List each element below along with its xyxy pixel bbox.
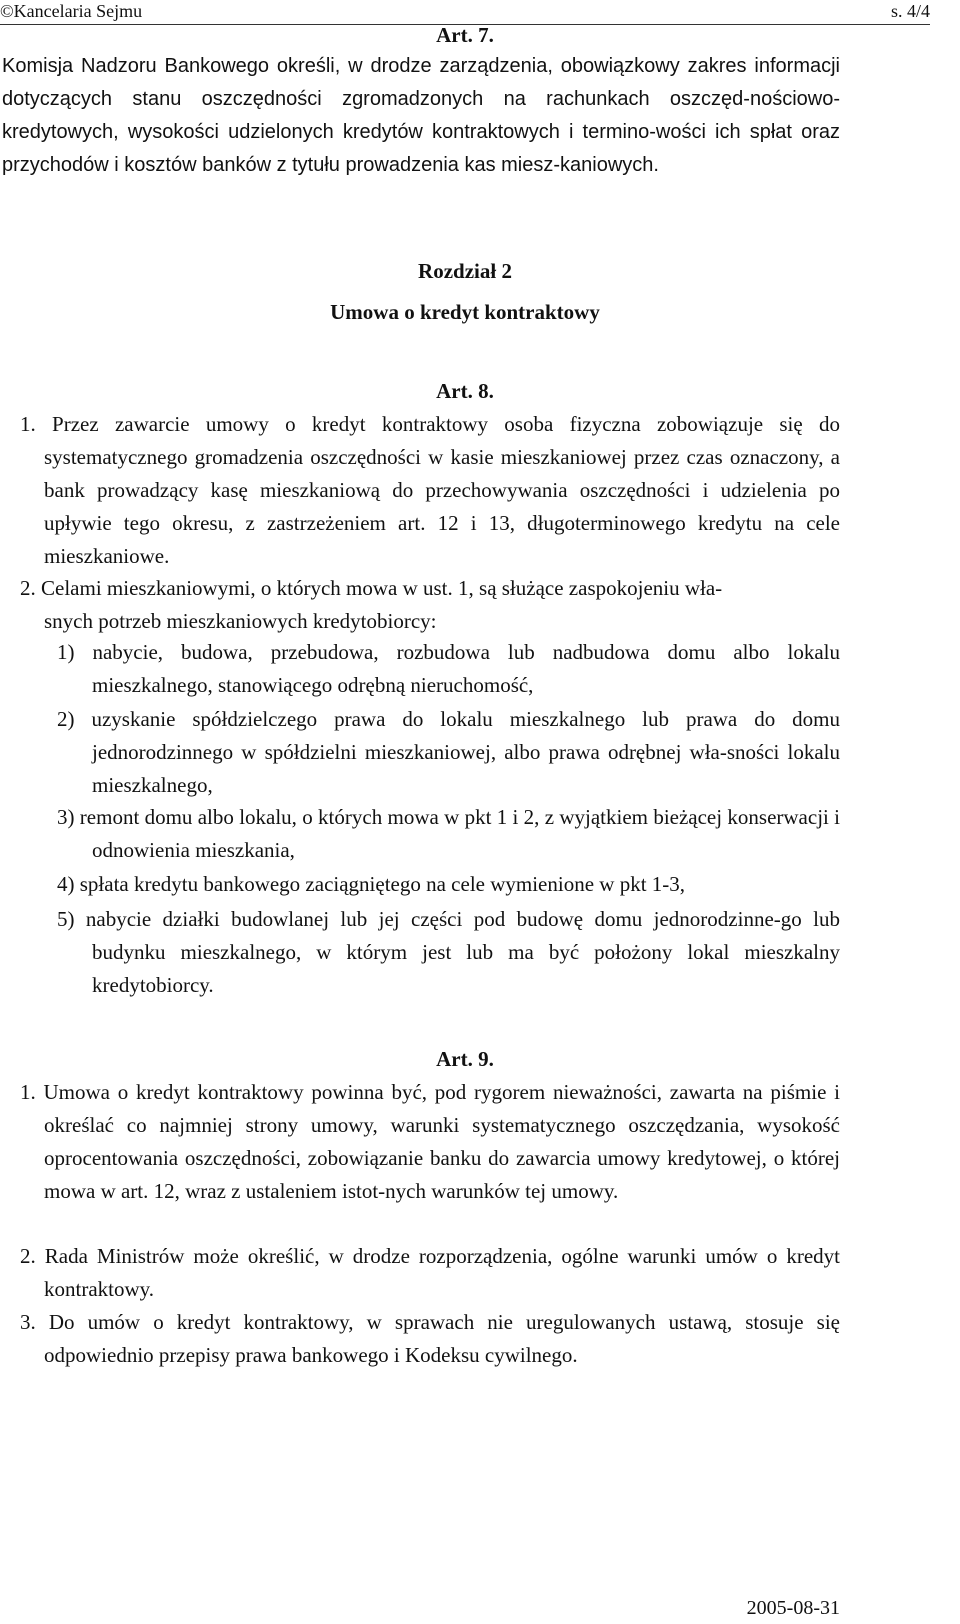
art-8-paragraph-2 (20, 572, 840, 638)
chapter-title: Umowa o kredyt kontraktowy (330, 300, 600, 324)
art-8-paragraph-1: 1. Przez zawarcie umowy o kredyt kontraktowy osoba fizyczna zobowiązuje się do systematycznego gromadzenia oszczędności w kasie mieszkaniowej przez czas oznaczony, a bank prowadzący kasę mieszkaniową do przechowywania oszczędności i udzielenia po upływie tego okresu, z zastrzeżeniem art. 12 i 13, długoterminowego kredytu na cele mieszkaniowe. (20, 412, 840, 568)
art-7-heading: Art. 7. (436, 23, 494, 47)
art-8-list-item-1: 1) nabycie, budowa, przebudowa, rozbudowa lub nadbudowa domu albo lokalu mieszkalnego, stanowiącego odrębną nieruchomość, (57, 640, 840, 697)
art-8-list-item-5: 5) nabycie działki budowlanej lub jej części pod budowę domu jednorodzinne-go lub budynku mieszkalnego, w którym jest lub ma być położony lokal mieszkalny kredytobiorcy. (57, 907, 840, 997)
art-8-list-item-4: 4) spłata kredytu bankowego zaciągniętego na cele wymienione w pkt 1-3, (57, 872, 686, 896)
art-8-list-item-3: 3) remont domu albo lokalu, o których mowa w pkt 1 i 2, z wyjątkiem bieżącej konserwacji i odnowienia mieszkania, (57, 805, 840, 862)
art-9-paragraph-2: 2. Rada Ministrów może określić, w drodze rozporządzenia, ogólne warunki umów o kredyt kontraktowy. (20, 1244, 840, 1301)
art-9-heading: Art. 9. (436, 1047, 494, 1071)
header-page-number: s. 4/4 (890, 1, 930, 21)
art-7-text: Komisja Nadzoru Bankowego określi, w drodze zarządzenia, obowiązkowy zakres informacji dotyczących stanu oszczędności zgromadzonych na rachunkach oszczęd-nościowo-kredytowych, wysokości udzielonych kredytów kontraktowych i termino-wości ich spłat oraz przychodów i kosztów banków z tytułu prowadzenia kas miesz-kaniowych. (2, 55, 840, 176)
art-8-heading: Art. 8. (436, 379, 494, 403)
art-8-list-item-2: 2) uzyskanie spółdzielczego prawa do lokalu mieszkalnego lub prawa do domu jednorodzinnego w spółdzielni mieszkaniowej, albo prawa odrębnej wła-sności lokalu mieszkalnego, (57, 707, 840, 797)
art-8-paragraph-2-first-line: 2. Celami mieszkaniowymi, o których mowa w ust. 1, są służące zaspokojeniu wła- (20, 576, 723, 600)
art-9-paragraph-3: 3. Do umów o kredyt kontraktowy, w sprawach nie uregulowanych ustawą, stosuje się odpowiednio przepisy prawa bankowego i Kodeksu cywilnego. (20, 1310, 840, 1367)
art-8-paragraph-2-continuation: snych potrzeb mieszkaniowych kredytobiorcy: (44, 609, 437, 633)
art-9-paragraph-1: 1. Umowa o kredyt kontraktowy powinna być, pod rygorem nieważności, zawarta na piśmie i określać co najmniej strony umowy, warunki systematycznego oszczędzania, wysokość oprocentowania oszczędności, zobowiązanie banku do zawarcia umowy kredytowej, o której mowa w art. 12, wraz z ustaleniem istot-nych warunków tej umowy. (20, 1080, 840, 1203)
footer-date: 2005-08-31 (746, 1597, 840, 1619)
header-source: ©Kancelaria Sejmu (0, 1, 143, 21)
chapter-number: Rozdział 2 (418, 259, 512, 283)
